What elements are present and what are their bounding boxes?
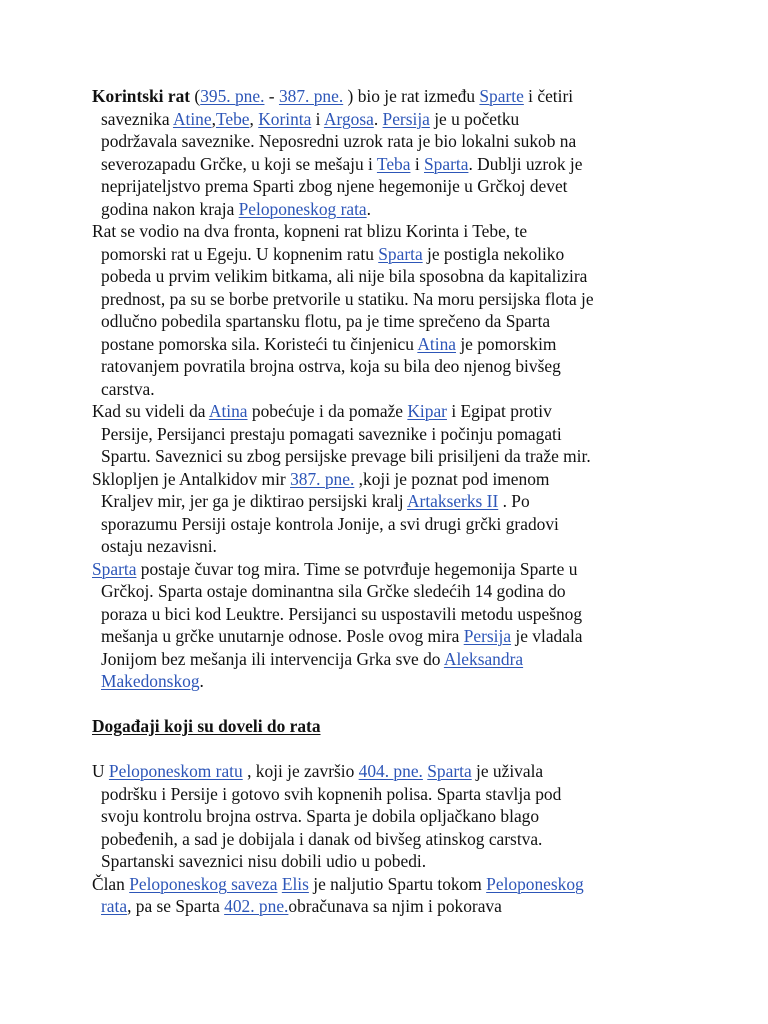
text-line: [92, 153, 692, 176]
text-span: (: [190, 86, 201, 106]
link-rata[interactable]: rata: [101, 896, 128, 916]
link-sparta[interactable]: Sparta: [424, 153, 469, 174]
text-line: ratovanjem povratila brojna ostrva, koja su bila deo njenog bivšeg: [101, 356, 561, 376]
text-span: i: [410, 153, 424, 174]
text-line: [92, 490, 692, 513]
text-span: postaje čuvar tog mira. Time se potvrđuje hegemonija Sparte u: [136, 558, 578, 579]
text-line: Persije, Persijanci prestaju pomagati saveznike i počinju pomagati: [101, 423, 562, 444]
text-span: ,koji je poznat pod imenom: [354, 468, 550, 489]
text-span: .: [199, 671, 204, 691]
text-span: i četiri: [523, 86, 574, 106]
text-span: Član: [92, 873, 130, 894]
text-span: je postigla nekoliko: [422, 243, 565, 264]
text-span: ,: [249, 108, 259, 129]
text-line: [92, 873, 692, 896]
link-peloponeskog[interactable]: Peloponeskog: [486, 873, 584, 894]
link-sparta[interactable]: Sparta: [378, 243, 423, 264]
link-atina[interactable]: Atina: [208, 401, 248, 421]
text-span: . Dublji uzrok je: [468, 153, 583, 174]
paragraph-fronts: [92, 220, 692, 400]
link-395-pne[interactable]: 395. pne.: [200, 86, 265, 106]
text-span: U: [92, 761, 109, 781]
text-line: [92, 558, 692, 581]
text-span: , pa se Sparta: [127, 896, 225, 916]
paragraph-spacer: [92, 693, 692, 716]
link-korinta[interactable]: Korinta: [258, 108, 312, 129]
paragraph-spacer: [92, 738, 692, 761]
link-teba[interactable]: Teba: [376, 153, 411, 174]
text-line: [92, 108, 692, 131]
paragraph-peace: [92, 400, 692, 558]
text-line: podršku i Persije i gotovo svih kopnenih polisa. Sparta stavlja pod: [101, 783, 562, 804]
text-span: je uživala: [471, 761, 544, 781]
section-heading: Događaji koji su doveli do rata: [92, 716, 321, 736]
link-persija[interactable]: Persija: [463, 626, 512, 646]
text-line: pobeda u prvim velikim bitkama, ali nije bila sposobna da kapitalizira: [101, 266, 588, 286]
text-line: Spartanski saveznici nisu dobili udio u pobedi.: [101, 851, 427, 871]
link-persija[interactable]: Persija: [382, 108, 430, 129]
text-span: Jonijom bez mešanja ili intervencija Grka sve do: [101, 648, 444, 669]
text-span: postane pomorska sila. Koristeći tu činjenicu: [101, 333, 418, 354]
text-line: [92, 243, 692, 266]
link-argosa[interactable]: Argosa: [323, 108, 374, 129]
text-span: je naljutio Spartu tokom: [308, 873, 487, 894]
text-line: carstva.: [101, 378, 155, 399]
link-404-pne[interactable]: 404. pne.: [358, 761, 423, 781]
text-line: [92, 468, 692, 491]
link-387-pne[interactable]: 387. pne.: [278, 86, 344, 106]
link-sparte[interactable]: Sparte: [479, 86, 524, 106]
text-span: saveznika: [101, 108, 173, 129]
text-span: Sklopljen je Antalkidov mir: [92, 468, 291, 489]
link-387-pne[interactable]: 387. pne.: [290, 468, 355, 489]
text-span: mešanja u grčke unutarnje odnose. Posle ovog mira: [101, 626, 464, 646]
text-span: je pomorskim: [455, 333, 557, 354]
link-peloponeskom-ratu[interactable]: Peloponeskom ratu: [108, 761, 243, 781]
text-line: odlučno pobedila spartansku flotu, pa je time sprečeno da Sparta: [101, 311, 551, 331]
article-title: Korintski rat: [92, 86, 191, 106]
text-span: .: [366, 198, 371, 219]
text-span: pobećuje i da pomaže: [247, 401, 408, 421]
link-artakserks-ii[interactable]: Artakserks II: [406, 491, 499, 511]
section-heading-wrapper: [92, 715, 692, 738]
text-line: [92, 625, 692, 648]
text-line: [92, 198, 692, 221]
text-span: ) bio je rat između: [343, 86, 480, 106]
text-line: neprijateljstvo prema Sparti zbog njene hegemonije u Grčkoj devet: [101, 176, 568, 196]
text-span: , koji je završio: [242, 761, 359, 781]
text-line: ostaju nezavisni.: [101, 536, 217, 556]
text-span: .: [373, 108, 383, 129]
text-span: godina nakon kraja: [101, 198, 239, 219]
text-line: svoju kontrolu brojna ostrva. Sparta je dobila opljačkano blago: [101, 806, 540, 826]
link-tebe[interactable]: Tebe: [215, 108, 250, 129]
text-line: [92, 670, 692, 693]
link-peloponeskog-rata[interactable]: Peloponeskog rata: [238, 198, 367, 219]
text-span: Kraljev mir, jer ga je diktirao persijski kralj: [101, 491, 407, 511]
text-span: i Egipat protiv: [446, 401, 552, 421]
link-aleksandra[interactable]: Aleksandra: [443, 648, 524, 669]
text-span: -: [264, 86, 279, 106]
paragraph-events: [92, 760, 692, 873]
link-kipar[interactable]: Kipar: [407, 401, 447, 421]
text-line: pobeđenih, a sad je dobijala i danak od bivšeg atinskog carstva.: [101, 828, 543, 849]
text-line: sporazumu Persiji ostaje kontrola Jonije, a svi drugi grčki gradovi: [101, 513, 559, 534]
link-makedonskog[interactable]: Makedonskog: [101, 671, 200, 691]
text-line: Grčkoj. Sparta ostaje dominantna sila Grčke sledećih 14 godina do: [101, 581, 566, 601]
text-line: Rat se vodio na dva fronta, kopneni rat blizu Korinta i Tebe, te: [92, 221, 528, 241]
paragraph-elis: [92, 873, 692, 918]
text-line: poraza u bici kod Leuktre. Persijanci su uspostavili metodu uspešnog: [101, 603, 583, 624]
text-span: severozapadu Grčke, u koji se mešaju i: [101, 153, 377, 174]
text-line: [92, 895, 692, 918]
text-span: obračunava sa njim i pokorava: [288, 896, 502, 916]
text-line: [92, 400, 692, 423]
text-line: Spartu. Saveznici su zbog persijske prevage bili prisiljeni da traže mir.: [101, 446, 591, 466]
text-span: . Po: [498, 491, 530, 511]
paragraph-hegemony: [92, 558, 692, 693]
link-peloponeskog-saveza[interactable]: Peloponeskog saveza: [129, 873, 278, 894]
text-line: [92, 760, 692, 783]
text-span: pomorski rat u Egeju. U kopnenim ratu: [101, 243, 379, 264]
link-atina[interactable]: Atina: [417, 333, 456, 354]
text-line: prednost, pa su se borbe pretvorile u statiku. Na moru persijska flota je: [101, 288, 594, 309]
text-span: i: [311, 108, 324, 129]
link-atine[interactable]: Atine: [172, 108, 212, 129]
text-line: [92, 648, 692, 671]
article-body: [92, 85, 692, 918]
paragraph-intro: [92, 85, 692, 220]
text-span: ,: [211, 108, 216, 129]
link-elis[interactable]: Elis: [281, 873, 309, 894]
text-span: je u početku: [429, 108, 520, 129]
text-line: [92, 85, 692, 108]
text-line: podržavala saveznike. Neposredni uzrok rata je bio lokalni sukob na: [101, 131, 577, 151]
text-line: [92, 333, 692, 356]
text-span: Kad su videli da: [92, 401, 209, 421]
text-span: je vladala: [511, 626, 583, 646]
link-402-pne[interactable]: 402. pne.: [224, 896, 289, 916]
link-sparta[interactable]: Sparta: [92, 558, 137, 579]
link-sparta[interactable]: Sparta: [427, 761, 472, 781]
